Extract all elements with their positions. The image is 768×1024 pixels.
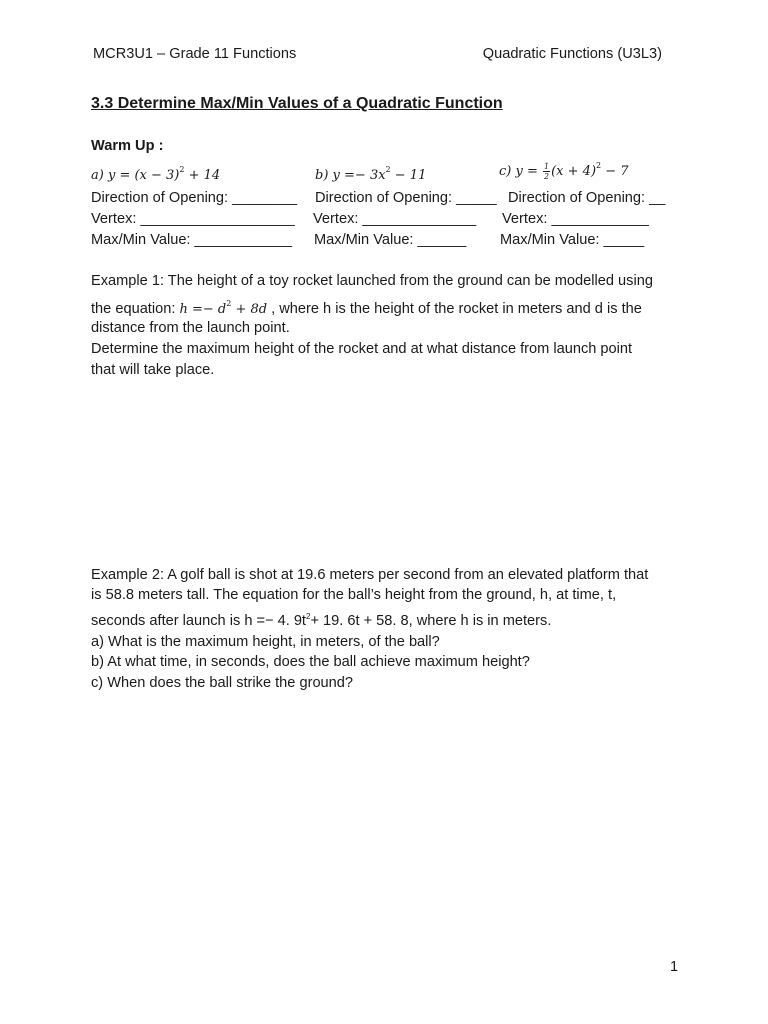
example1-line2: the equation: $h =- d^2 + 8d$ , where h is the height of the rocket in meters and d is the [91, 299, 642, 317]
example1-line4: Determine the maximum height of the rocket and at what distance from launch point [91, 341, 633, 357]
header-right: Quadratic Functions (U3L3) [482, 46, 662, 62]
example1-equation: $h =- d^2 + 8d$ [179, 299, 268, 317]
example1-line1: Example 1: The height of a toy rocket launched from the ground can be modelled using [91, 273, 653, 289]
example1-line3: distance from the launch point. [91, 320, 290, 336]
warmup-heading: Warm Up : [91, 138, 164, 154]
vertex-a: Vertex: ___________________ [91, 211, 295, 227]
example2-question-a: a) What is the maximum height, in meters, of the ball? [91, 634, 440, 650]
page-title: 3.3 Determine Max/Min Values of a Quadratic Function [91, 95, 503, 112]
example2-question-c: c) When does the ball strike the ground? [91, 675, 354, 691]
example2-line1: Example 2: A golf ball is shot at 19.6 meters per second from an elevated platform that [91, 567, 649, 583]
example2-line3: seconds after launch is h =− 4. $9t^2+ 19$. 6t + 58. 8, where h is in meters. [91, 612, 552, 629]
vertex-b: Vertex: ______________ [313, 211, 477, 227]
page-number: 1 [670, 959, 679, 975]
fraction-one-half: $\frac{1}{2}$ [544, 162, 550, 181]
warmup-equation-c: c) y = $\frac{1}{2}$ $(x + 4)^2 - 7$ [499, 161, 629, 181]
direction-a: Direction of Opening: ________ [91, 190, 298, 206]
example2-line2: is 58.8 meters tall. The equation for the ball’s height from the ground, h, at time, t, [91, 587, 617, 603]
warmup-equation-b: b) $y =- 3x^2 - 11$ [315, 165, 427, 183]
example1-line5: that will take place. [91, 362, 215, 378]
direction-c: Direction of Opening: __ [508, 190, 666, 206]
warmup-equation-a: a) $y = (x - 3)^2 + 14$ [91, 165, 221, 183]
header-left: MCR3U1 – Grade 11 Functions [93, 46, 297, 62]
vertex-c: Vertex: ____________ [502, 211, 649, 227]
example2-question-b: b) At what time, in seconds, does the ball achieve maximum height? [91, 654, 530, 670]
direction-b: Direction of Opening: _____ [315, 190, 497, 206]
maxmin-c: Max/Min Value: _____ [500, 232, 645, 248]
maxmin-a: Max/Min Value: ____________ [91, 232, 292, 248]
maxmin-b: Max/Min Value: ______ [314, 232, 467, 248]
